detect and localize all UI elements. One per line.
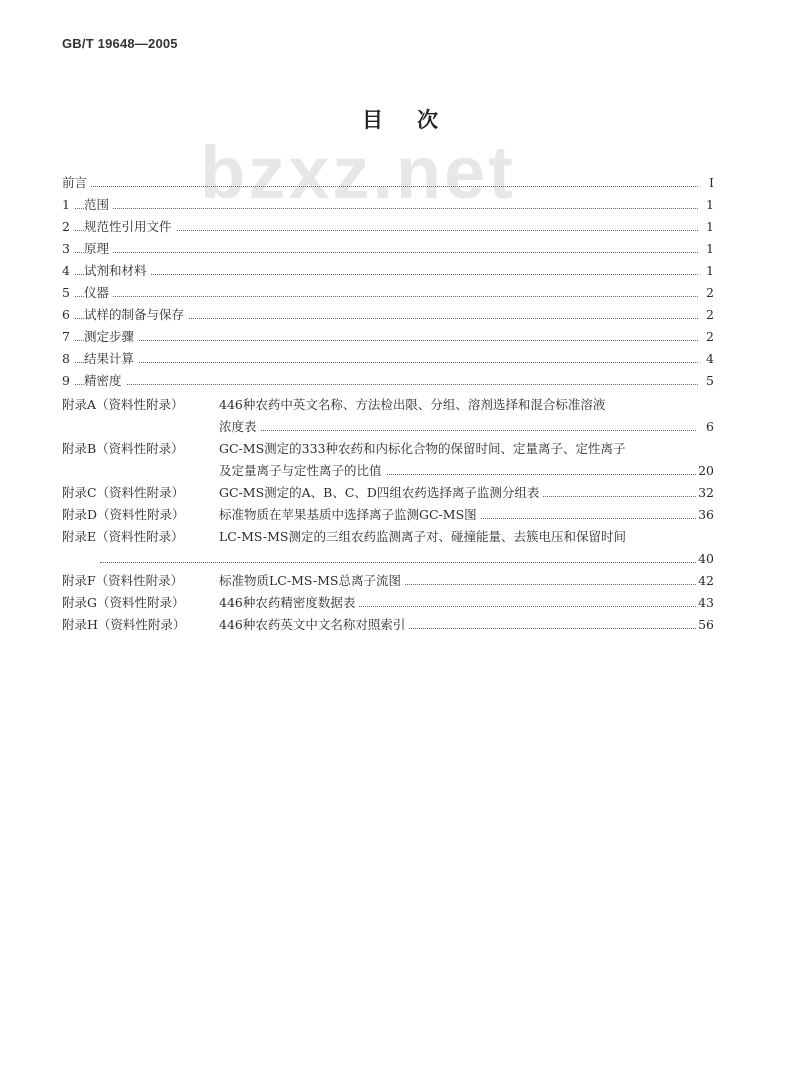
appendix-b-label[interactable]: 附录B（资料性附录） [62,438,188,460]
toc-entry-appendix-h[interactable] [219,614,714,636]
dot-leader [100,562,696,563]
appendix-c-title: GC-MS测定的A、B、C、D四组农药选择离子监测分组表 [219,482,543,504]
toc-entry-appendix-d[interactable] [219,504,714,526]
appendix-h-label[interactable]: 附录H（资料性附录） [62,614,189,636]
dot-leader [62,296,698,297]
appendix-e-label[interactable]: 附录E（资料性附录） [62,526,188,548]
dot-leader [62,274,698,275]
page-title: 目次 [362,107,472,132]
toc-entry-page: 6 [696,416,714,438]
toc-entry-title: 范围 [84,194,113,216]
toc-entry-title: 规范性引用文件 [84,216,176,238]
toc-entry-section-7[interactable] [62,326,714,348]
appendix-a-title-cont: 浓度表 [219,416,261,438]
toc-entry-appendix-e[interactable] [100,548,714,570]
dot-leader [219,430,696,431]
appendix-b-title[interactable]: GC-MS测定的333种农药和内标化合物的保留时间、定量离子、定性离子 [219,438,630,460]
toc-entry-title: 前言 [62,172,91,194]
toc-entry-page: 4 [698,348,714,370]
appendix-d-title: 标准物质在苹果基质中选择离子监测GC-MS图 [219,504,481,526]
toc-entry-title: 试样的制备与保存 [84,304,188,326]
appendix-d-label[interactable]: 附录D（资料性附录） [62,504,189,526]
toc-entry-page: 56 [696,614,714,636]
appendix-e-title[interactable]: LC-MS-MS测定的三组农药监测离子对、碰撞能量、去簇电压和保留时间 [219,526,630,548]
toc-entry-page: 40 [696,548,714,570]
appendix-a-label[interactable]: 附录A（资料性附录） [62,394,188,416]
toc-entry-page: 1 [698,216,714,238]
watermark: bzxz.net [200,131,516,214]
toc-entry-section-4[interactable] [62,260,714,282]
toc-entry-number: 2 [62,216,74,238]
toc-entry-appendix-b[interactable] [219,460,714,482]
toc-entry-page: 1 [698,194,714,216]
toc-entry-title: 试剂和材料 [84,260,151,282]
toc-entry-foreword[interactable] [62,172,714,194]
toc-entry-number: 7 [62,326,74,348]
toc-entry-number: 9 [62,370,74,392]
appendix-h-title: 446种农药英文中文名称对照索引 [219,614,409,636]
toc-entry-page: 42 [696,570,714,592]
dot-leader [62,252,698,253]
dot-leader [62,186,698,187]
toc-entry-section-2[interactable] [62,216,714,238]
toc-entry-section-9[interactable] [62,370,714,392]
toc-entry-section-1[interactable] [62,194,714,216]
toc-entry-page: 5 [698,370,714,392]
toc-entry-page: 43 [696,592,714,614]
toc-entry-number: 8 [62,348,74,370]
toc-entry-number: 4 [62,260,74,282]
appendix-f-label[interactable]: 附录F（资料性附录） [62,570,187,592]
dot-leader [62,340,698,341]
appendix-g-label[interactable]: 附录G（资料性附录） [62,592,189,614]
toc-entry-page: 1 [698,260,714,282]
toc-entry-page: 32 [696,482,714,504]
dot-leader [62,362,698,363]
toc-entry-appendix-f[interactable] [219,570,714,592]
toc-entry-page: I [698,172,714,194]
appendix-f-title: 标准物质LC-MS-MS总离子流图 [219,570,405,592]
toc-entry-page: 20 [696,460,714,482]
toc-entry-appendix-a[interactable] [219,416,714,438]
toc-entry-page: 2 [698,304,714,326]
toc-entry-title: 结果计算 [84,348,138,370]
dot-leader [62,208,698,209]
dot-leader [62,384,698,385]
toc-entry-title: 精密度 [84,370,126,392]
toc-entry-number: 1 [62,194,74,216]
standard-code: GB/T 19648—2005 [62,36,178,51]
toc-entry-number: 5 [62,282,74,304]
toc-entry-page: 2 [698,326,714,348]
toc-entry-title: 测定步骤 [84,326,138,348]
toc-entry-page: 36 [696,504,714,526]
toc-entry-number: 6 [62,304,74,326]
toc-entry-section-3[interactable] [62,238,714,260]
appendix-a-title[interactable]: 446种农药中英文名称、方法检出限、分组、溶剂选择和混合标准溶液 [219,394,609,416]
toc-entry-title: 原理 [84,238,113,260]
toc-entry-appendix-g[interactable] [219,592,714,614]
toc-entry-section-6[interactable] [62,304,714,326]
appendix-b-title-cont: 及定量离子与定性离子的比值 [219,460,386,482]
appendix-g-title: 446种农药精密度数据表 [219,592,359,614]
toc-entry-title: 仪器 [84,282,113,304]
toc-entry-number: 3 [62,238,74,260]
toc-entry-page: 1 [698,238,714,260]
toc-entry-section-8[interactable] [62,348,714,370]
appendix-c-label[interactable]: 附录C（资料性附录） [62,482,188,504]
toc-entry-section-5[interactable] [62,282,714,304]
toc-entry-page: 2 [698,282,714,304]
toc-entry-appendix-c[interactable] [219,482,714,504]
